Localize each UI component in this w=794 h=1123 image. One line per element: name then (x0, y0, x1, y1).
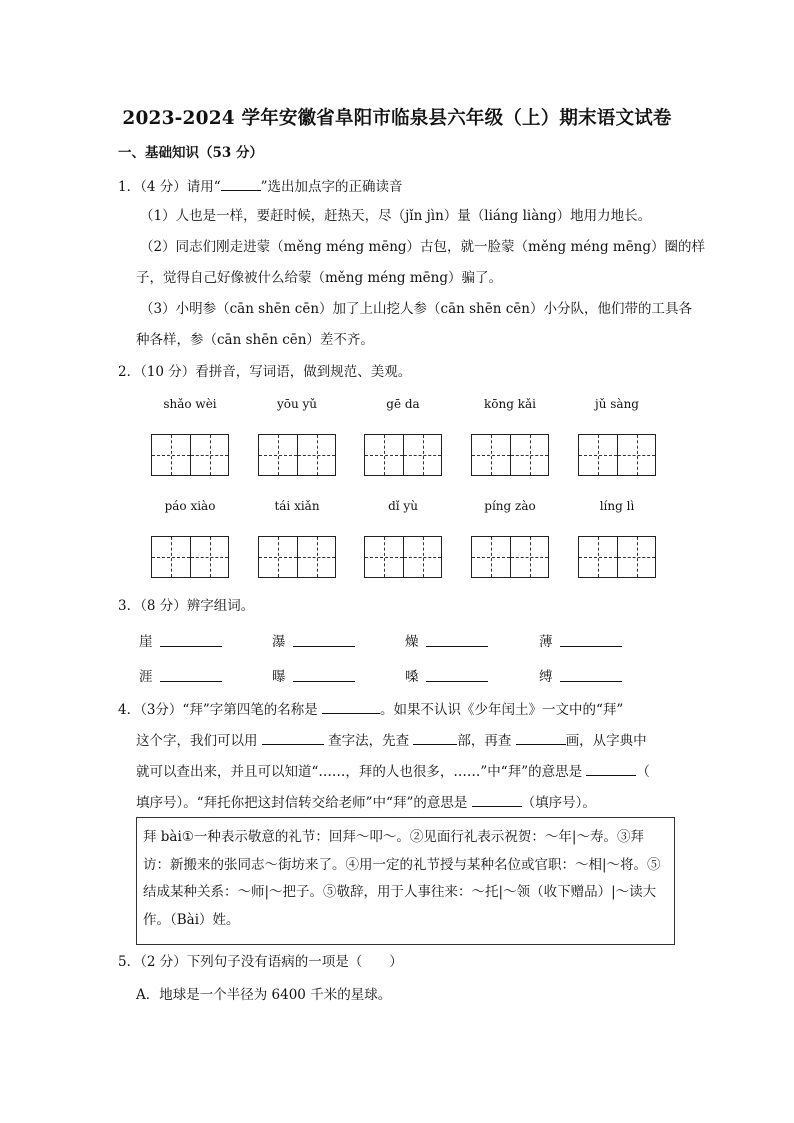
pinyin-label: líng lì (599, 499, 635, 513)
q4-text: 这个字，我们可以用 (136, 733, 258, 749)
q4-text: （ (636, 764, 650, 780)
writing-grid[interactable] (471, 536, 549, 578)
answer-line[interactable] (560, 646, 622, 647)
pinyin-label: gē da (386, 397, 420, 411)
answer-line[interactable] (160, 646, 222, 647)
q4-blank-radical[interactable] (413, 730, 457, 745)
q4-text: 4．（3分）“拜”字第四笔的名称是 (118, 702, 318, 718)
q4-text: 画，从字典中 (565, 733, 647, 749)
char-item: 缚 (539, 669, 553, 685)
answer-line[interactable] (426, 646, 488, 647)
char-item: 崖 (139, 634, 153, 650)
question-1-stem (118, 176, 403, 197)
q4-text: 填序号）。“拜托你把这封信转交给老师”中“拜”的意思是 (136, 795, 468, 811)
writing-grid[interactable] (364, 536, 442, 578)
char-item: 瀑 (272, 634, 286, 650)
q1-line-2: （2）同志们刚走进蒙（měng méng mēng）古包，就一脸蒙（měng méng mēng）圈的样 (140, 239, 706, 255)
page-title: 2023-2024 学年安徽省阜阳市临泉县六年级（上）期末语文试卷 (122, 108, 672, 129)
char-item: 薄 (539, 634, 553, 650)
char-item: 曝 (272, 669, 286, 685)
q1-line-1: （1）人也是一样，要赶时候，赶热天，尽（jǐn jìn）量（liáng liàng）地用力地长。 (140, 208, 652, 224)
question-5-stem: 5．（2 分）下列句子没有语病的一项是（ ） (118, 954, 403, 970)
question-4-line-4 (136, 792, 596, 813)
q1-line-5: 种各样，参（cān shēn cēn）差不齐。 (136, 332, 374, 348)
q4-text: 查字法，先查 (328, 733, 410, 749)
q1-stem-post: ”选出加点字的正确读音 (260, 179, 403, 195)
q4-blank-meaning-1[interactable] (586, 761, 636, 776)
q1-blank[interactable] (221, 176, 261, 191)
writing-grid[interactable] (578, 536, 656, 578)
pinyin-label: tái xiǎn (274, 499, 320, 513)
char-item: 涯 (139, 669, 153, 685)
writing-grid[interactable] (151, 536, 229, 578)
answer-line[interactable] (160, 681, 222, 682)
answer-line[interactable] (293, 681, 355, 682)
answer-line[interactable] (293, 646, 355, 647)
q4-blank-meaning-2[interactable] (472, 792, 522, 807)
answer-line[interactable] (560, 681, 622, 682)
question-4-line-3 (136, 761, 650, 782)
q4-blank-strokes[interactable] (516, 730, 566, 745)
writing-grid[interactable] (471, 434, 549, 476)
answer-line[interactable] (426, 681, 488, 682)
q1-line-3: 子，觉得自己好像被什么给蒙（měng méng mēng）骗了。 (136, 270, 502, 286)
q5-option-a[interactable]: A．地球是一个半径为 6400 千米的星球。 (136, 987, 392, 1003)
char-item: 燥 (405, 634, 419, 650)
q1-line-4: （3）小明参（cān shēn cēn）加了上山挖人参（cān shēn cēn）小分队，他们带的工具各 (140, 301, 692, 317)
q4-text: 部，再查 (457, 733, 512, 749)
pinyin-label: páo xiào (164, 499, 216, 513)
q4-text: 。如果不认识《少年闰土》一文中的“拜” (380, 702, 624, 718)
pinyin-label: píng zào (484, 499, 536, 513)
pinyin-label: jǔ sàng (595, 397, 639, 411)
writing-grid[interactable] (258, 434, 336, 476)
question-3-stem: 3．（8 分）辨字组词。 (118, 598, 255, 614)
char-item: 嗓 (405, 669, 419, 685)
question-4-line-1 (118, 699, 623, 720)
writing-grid[interactable] (258, 536, 336, 578)
q4-text: （填序号）。 (521, 795, 596, 811)
question-4-line-2 (136, 730, 647, 751)
q4-text: 就可以查出来，并且可以知道“……，拜的人也很多，……”中“拜”的意思是 (136, 764, 583, 780)
writing-grid[interactable] (578, 434, 656, 476)
pinyin-label: dǐ yù (388, 499, 418, 513)
question-2-stem: 2．（10 分）看拼音，写词语，做到规范、美观。 (118, 364, 412, 380)
writing-grid[interactable] (364, 434, 442, 476)
q4-blank-method[interactable] (262, 730, 324, 745)
q1-stem-pre: 1．（4 分）请用“ (118, 179, 221, 195)
pinyin-label: yōu yǔ (276, 397, 318, 411)
dictionary-entry-box: 拜 bài①一种表示敬意的礼节：回拜～叩～。②见面行礼表示祝贺：～年|～寿。③拜访：新搬来的张同志～街坊来了。④用一定的礼节授与某种名位或官职：～相|～将。⑤结成某种关系：～师|～把子。⑤敬辞，用于人事往来：～托|～领（收下赠品）|～读大作。（Bài）姓。 (136, 817, 675, 945)
section-heading: 一、基础知识（53 分） (118, 145, 263, 161)
pinyin-label: kōng kǎi (484, 397, 536, 411)
q4-blank-stroke[interactable] (322, 699, 380, 714)
pinyin-label: shǎo wèi (163, 397, 217, 411)
writing-grid[interactable] (151, 434, 229, 476)
